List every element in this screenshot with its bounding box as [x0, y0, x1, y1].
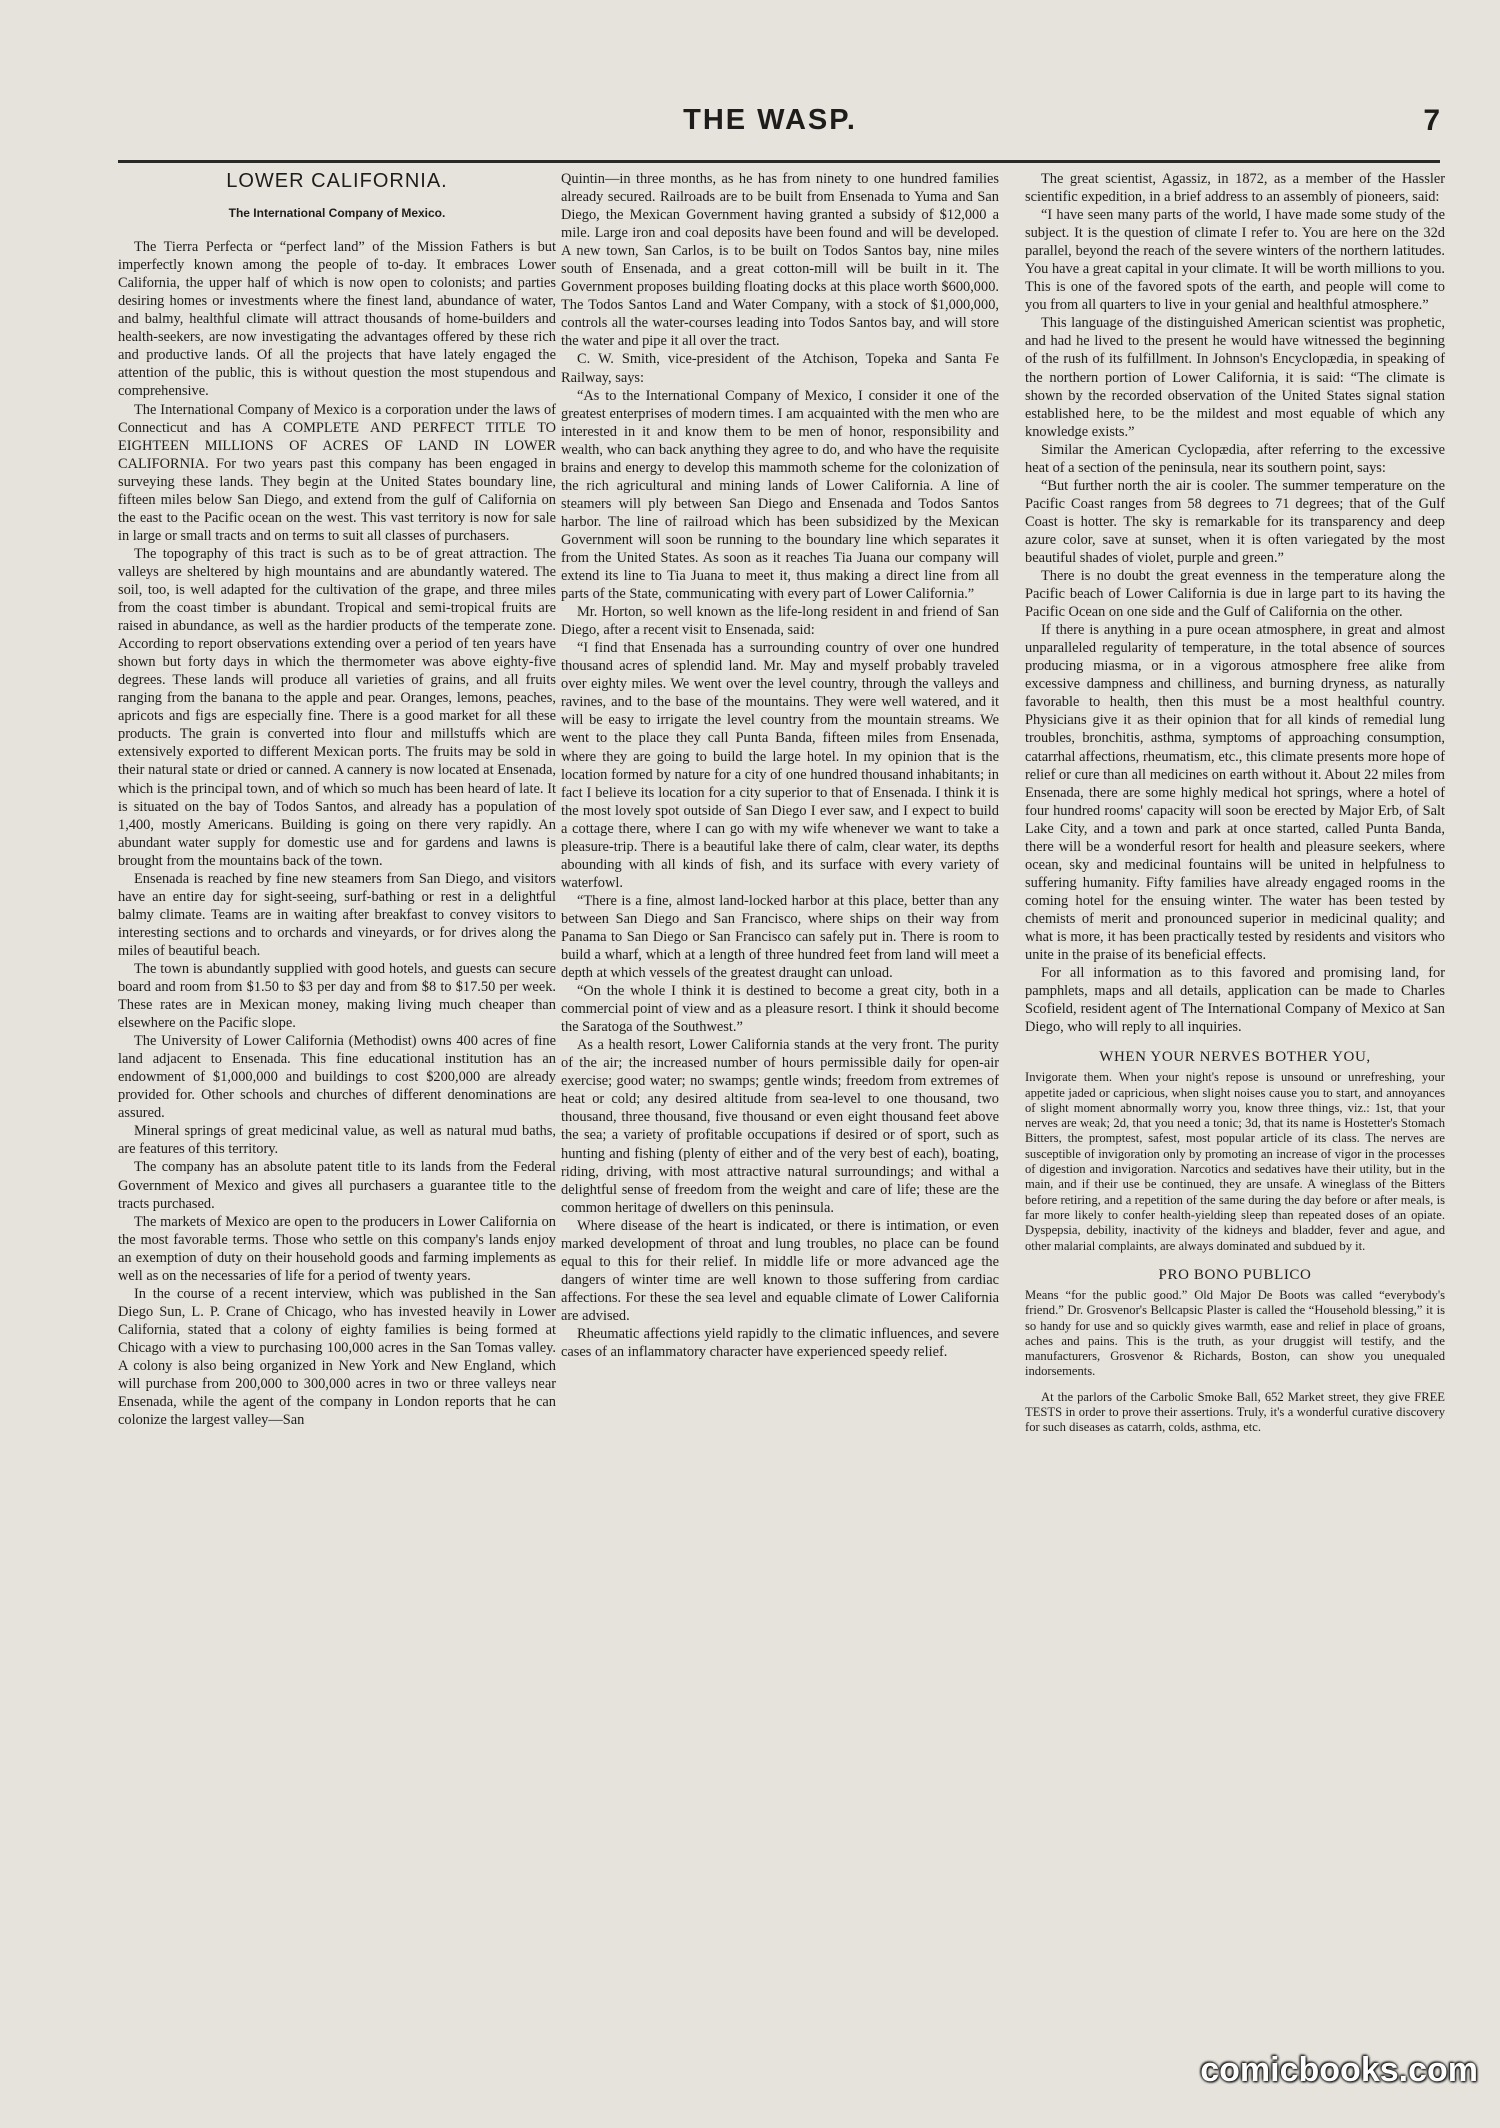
- paragraph: In the course of a recent interview, which was published in the San Diego Sun, L. P. Crane of Chicago, who has invested heavily in Lower California, stated that a colony of eighty families is being formed at Chicago with a view to purchasing 100,000 acres in the San Tomas valley. A colony is also being organized in New York and New England, which will purchase from 200,000 to 300,000 acres in two or three valleys near Ensenada, while the agent of the company in London reports that he can colonize the largest valley—San: [118, 1285, 556, 1429]
- paragraph: The town is abundantly supplied with good hotels, and guests can secure board and room from $1.50 to $3 per day and from $8 to $17.50 per week. These rates are in Mexican money, making living much cheaper than elsewhere on the Pacific slope.: [118, 960, 556, 1032]
- paragraph: If there is anything in a pure ocean atmosphere, in great and almost unparalleled regularity of temperature, in the total absence of sources producing miasma, or in a vigorous atmosphere free alike from excessive dampness and chilliness, and burning dryness, as naturally favorable to health, then this must be a most healthful country. Physicians give it as their opinion that for all kinds of remedial lung troubles, bronchitis, asthma, symptoms of approaching consumption, catarrhal affections, rheumatism, etc., this climate presents more hope of relief or cure than all medicines on earth without it. About 22 miles from Ensenada, there are some highly medical hot springs, where a hotel of four hundred rooms' capacity will soon be erected by Major Erb, of Salt Lake City, and a town and park at once started, called Punta Banda, there will be a wonderful resort for health and pleasure seekers, where ocean, sky and medicinal fountains will be united in helpfulness to suffering humanity. Fifty families have already engaged rooms in the coming hotel for the ensuing winter. The water has been tested by chemists of merit and pronounced superior in medicinal quality; and what is more, it has been practically tested by residents and visitors who unite in the praise of its beneficial effects.: [1025, 622, 1445, 964]
- header-rule: [118, 160, 1440, 163]
- paragraph: C. W. Smith, vice-president of the Atchison, Topeka and Santa Fe Railway, says:: [561, 351, 999, 386]
- ad-pro-bono: [1025, 1288, 1445, 1380]
- paragraph: “As to the International Company of Mexico, I consider it one of the greatest enterprises of modern times. I am acquainted with the men who are interested in it and know them to be men of honor, responsibility and wealth, who can back anything they agree to do, and who have the requisite brains and energy to develop this mammoth scheme for the colonization of the rich agricultural and mining lands of Lower California. A line of steamers will ply between San Diego and Ensenada and Todos Santos harbor. The line of railroad which has been subsidized by the Mexican Government will soon be running to the boundary line which separates it from the United States. As soon as it reaches Tia Juana our company will extend its line to Tia Juana to meet it, thus making a direct line from all parts of the State, communicating with every part of Lower California.”: [561, 387, 999, 603]
- paragraph: “On the whole I think it is destined to become a great city, both in a commercial point of view and as a pleasure resort. I think it should become the Saratoga of the Southwest.”: [561, 983, 999, 1036]
- paragraph: As a health resort, Lower California stands at the very front. The purity of the air; the increased number of hours permissible daily for open-air exercise; good water; no swamps; gentle winds; freedom from extremes of heat or cold; any desired altitude from sea-level to one thousand, two thousand, three thousand, five thousand or even eight thousand feet above the sea; a variety of profitable occupations if desired or of sport, such as hunting and fishing (plenty of either and of the very best of each), boating, riding, driving, with most attractive natural surroundings; and withal a delightful sense of freedom from the weight and care of life; these are the common heritage of dwellers on this peninsula.: [561, 1037, 999, 1216]
- page-number: 7: [1423, 104, 1440, 137]
- paragraph: The company has an absolute patent title to its lands from the Federal Government of Mexico and gives all purchasers a guarantee title to the tracts purchased.: [118, 1159, 556, 1212]
- paragraph: There is no doubt the great evenness in the temperature along the Pacific beach of Lower California is due in large part to its having the Pacific Ocean on one side and the Gulf of California on the other.: [1025, 568, 1445, 621]
- article-subtitle: The International Company of Mexico.: [228, 206, 446, 221]
- paragraph: For all information as to this favored and promising land, for pamphlets, maps and all details, application can be made to Charles Scofield, resident agent of The International Company of Mexico at San Diego, who will reply to all inquiries.: [1025, 965, 1445, 1036]
- paragraph: This language of the distinguished American scientist was prophetic, and had he lived to the present he would have witnessed the beginning of the rush of its fulfillment. In Johnson's Encyclopædia, in speaking of the northern portion of Lower California, it is said: “The climate is shown by the recorded observation of the United States signal station established here, to be the mildest and most equable of which any knowledge exists.”: [1025, 315, 1445, 440]
- ad-smoke-ball-body: At the parlors of the Carbolic Smoke Ball, 652 Market street, they give FREE TESTS in order to prove their assertions. Truly, it's a wonderful curative discovery for such diseases as catarrh, colds, asthma, etc.: [1025, 1389, 1445, 1435]
- paragraph: The topography of this tract is such as to be of great attraction. The valleys are sheltered by high mountains and are abundantly watered. The soil, too, is well adapted for the cultivation of the grape, and three miles from the coast timber is abundant. Tropical and semi-tropical fruits are raised in abundance, as well as the hardier products of the temperate zone. According to report observations extending over a period of ten years have shown but forty days in which the thermometer was above eighty-five degrees. These lands will produce all varieties of grains, and all fruits ranging from the banana to the apple and pear. Oranges, lemons, peaches, apricots and figs are especially fine. There is a good market for all these products. The grain is converted into flour and millstuffs which are extensively exported to different Mexican ports. The fruits may be sold in their natural state or dried or canned. A cannery is now located at Ensenada, which is the principal town, and of which so much has been heard of late. It is situated on the bay of Todos Santos, and already has a population of 1,400, mostly Americans. Building is going on there very rapidly. An abundant water supply for domestic use and for gardens and lawns is brought from the mountains back of the town.: [118, 545, 556, 869]
- newspaper-title: THE WASP.: [683, 104, 857, 136]
- paragraph: “But further north the air is cooler. The summer temperature on the Pacific Coast ranges from 58 degrees to 71 degrees; that of the Gulf Coast is hotter. The sky is remarkable for its transparency and deep azure color, save at sunset, when it is often variegated by the most beautiful shades of violet, purple and green.”: [1025, 477, 1445, 566]
- ad-pro-bono-body: Means “for the public good.” Old Major De Boots was called “everybody's friend.” Dr. Grosvenor's Bellcapsic Plaster is called the “Household blessing,” it is so handy for use and so quickly gives warmth, ease and relief in place of groans, aches and pains. This is the truth, as your druggist will testify, and the manufacturers, Grosvenor & Richards, Boston, can show you unequaled indorsements.: [1025, 1287, 1445, 1379]
- paragraph: The University of Lower California (Methodist) owns 400 acres of fine land adjacent to Ensenada. This fine educational institution has an endowment of $1,000,000 and buildings to cost $200,000 are already provided for. Other schools and churches of different denominations are assured.: [118, 1033, 556, 1122]
- ad-nerves-body: Invigorate them. When your night's repose is unsound or unrefreshing, your appetite jaded or capricious, when slight noises cause you to start, and annoyances of slight moment abnormally worry you, know three things, viz.: 1st, that your nerves are weak; 2d, that you need a tonic; 3d, that its name is Hostetter's Stomach Bitters, the promptest, safest, most popular article of its class. The nerves are susceptible of invigoration only by promoting an increase of vigor in the processes of digestion and invigoration. Narcotics and sedatives have their utility, but in the main, and if their use be continued, they are unsafe. A wineglass of the Bitters before retiring, and a repetition of the same during the day before or after meals, is far more likely to confer health-yielding sleep than repeated doses of an opiate. Dyspepsia, debility, inactivity of the kidneys and bladder, fever and ague, and other malarial complaints, are always dominated and subdued by it.: [1025, 1070, 1445, 1253]
- masthead: [110, 104, 1440, 142]
- column-2: [561, 170, 999, 1361]
- site-watermark: comicbooks.com: [1200, 2051, 1478, 2089]
- paragraph: The great scientist, Agassiz, in 1872, as a member of the Hassler scientific expedition, in a brief address to an assembly of pioneers, said:: [1025, 171, 1445, 206]
- paragraph: Mineral springs of great medicinal value, as well as natural mud baths, are features of this territory.: [118, 1123, 556, 1158]
- paragraph: The International Company of Mexico is a corporation under the laws of Connecticut and has A COMPLETE AND PERFECT TITLE TO EIGHTEEN MILLIONS OF ACRES OF LAND IN LOWER CALIFORNIA. For two years past this company has been engaged in surveying these lands. They begin at the United States boundary line, fifteen miles below San Diego, and extend from the gulf of California on the east to the Pacific ocean on the west. This vast territory is now for sale in large or small tracts and on terms to suit all classes of purchasers.: [118, 401, 556, 544]
- paragraph: Where disease of the heart is indicated, or there is intimation, or even marked development of throat and lung troubles, no place can be found equal to this for their relief. In middle life or more advanced age the dangers of winter time are well known to those suffering from cardiac affections. For these the sea level and equable climate of Lower California are advised.: [561, 1217, 999, 1324]
- column-3: [1025, 170, 1445, 1436]
- column-1: [118, 170, 556, 1429]
- ad-nerves-title: WHEN YOUR NERVES BOTHER YOU,: [1099, 1049, 1371, 1066]
- paragraph: Mr. Horton, so well known as the life-long resident in and friend of San Diego, after a recent visit to Ensenada, said:: [561, 604, 999, 639]
- paragraph: Ensenada is reached by fine new steamers from San Diego, and visitors have an entire day for sight-seeing, surf-bathing or rest in a delightful balmy climate. Teams are in waiting after breakfast to convey visitors to interesting sections and to orchards and vineyards, or for drives along the miles of beautiful beach.: [118, 870, 556, 959]
- article-title: LOWER CALIFORNIA.: [226, 170, 448, 192]
- paragraph: Similar the American Cyclopædia, after referring to the excessive heat of a section of the peninsula, near its southern point, says:: [1025, 441, 1445, 476]
- paragraph: “I find that Ensenada has a surrounding country of over one hundred thousand acres of splendid land. Mr. May and myself probably traveled over eighty miles. We went over the level country, through the valleys and ravines, and to the base of the mountains. They were well watered, and it will be easy to irrigate the level country from the mountain streams. We went to the place they call Punta Banda, fifteen miles from Ensenada, where they are going to build the large hotel. In my opinion that is the location formed by nature for a city of one hundred thousand inhabitants; in fact I believe its location for a city superior to that of Ensenada. I think it is the most lovely spot outside of San Diego I ever saw, and I expect to build a cottage there, where I can go with my wife whenever we want to take a pleasure-trip. There is a beautiful lake there of calm, clear water, its depths abounding with all kinds of fish, and its surface with every variety of waterfowl.: [561, 640, 999, 891]
- ad-nerves: [1025, 1070, 1445, 1254]
- paragraph: “I have seen many parts of the world, I have made some study of the subject. It is the question of climate I refer to. You are here on the 32d parallel, beyond the reach of the severe winters of the northern latitudes. You have a great capital in your climate. It will be worth millions to you. This is one of the favored spots of the earth, and people will come to you from all quarters to live in your genial and healthful atmosphere.”: [1025, 207, 1445, 314]
- ad-pro-bono-title: PRO BONO PUBLICO: [1158, 1266, 1312, 1283]
- ad-smoke-ball: [1025, 1390, 1445, 1436]
- paragraph: Rheumatic affections yield rapidly to the climatic influences, and severe cases of an inflammatory character have experienced speedy relief.: [561, 1326, 999, 1361]
- paragraph: “There is a fine, almost land-locked harbor at this place, better than any between San Diego and San Francisco, where ships on their way from Panama to San Diego or San Francisco can safely put in. There is room to build a wharf, which at a length of three hundred feet from land will meet a depth at which vessels of the greatest draught can unload.: [561, 892, 999, 982]
- paragraph: The Tierra Perfecta or “perfect land” of the Mission Fathers is but imperfectly known among the people of to-day. It embraces Lower California, the upper half of which is now open to colonists; and parties desiring homes or investments where the finest land, abundance of water, and balmy, healthful climate will attract thousands of home-builders and health-seekers, are now investigating the advantages offered by these rich and productive lands. Of all the projects that have lately engaged the attention of the public, this is without question the most stupendous and comprehensive.: [118, 239, 556, 400]
- paragraph: Quintin—in three months, as he has from ninety to one hundred families already secured. Railroads are to be built from Ensenada to Yuma and San Diego, the Mexican Government having granted a subsidy of $12,000 a mile. Large iron and coal deposits have been found and will be developed. A new town, San Carlos, is to be built on Todos Santos bay, nine miles south of Ensenada, and a great cotton-mill will be built in it. The Government proposes building floating docks at this place worth $600,000. The Todos Santos Land and Water Company, with a stock of $1,000,000, controls all the water-courses leading into Todos Santos bay, and will store the water and pipe it all over the tract.: [561, 171, 999, 350]
- paragraph: The markets of Mexico are open to the producers in Lower California on the most favorable terms. Those who settle on this company's lands enjoy an exemption of duty on their household goods and farming implements as well as on the necessaries of life for a period of twenty years.: [118, 1213, 556, 1284]
